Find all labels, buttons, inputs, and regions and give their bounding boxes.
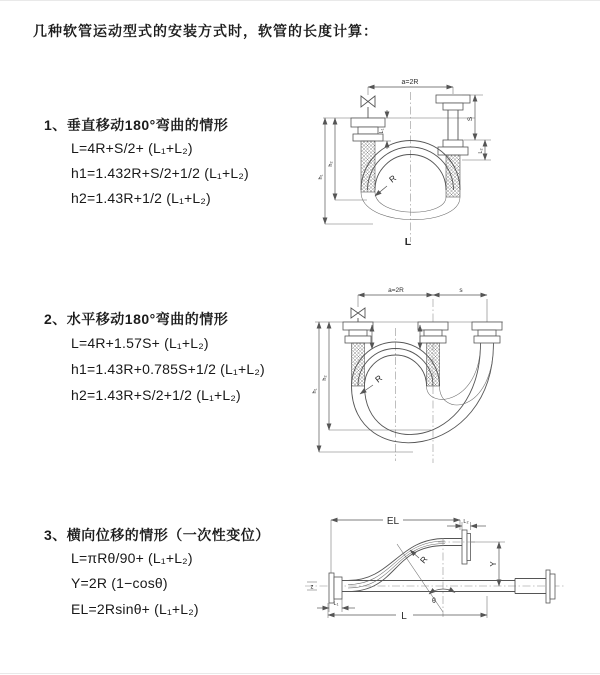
top-dimension-chain: [358, 287, 487, 307]
dim-label-L2: L₂: [478, 148, 484, 154]
radius-label: R: [387, 172, 399, 185]
page-bottom-edge: [0, 673, 600, 674]
section-3-formula-EL: EL=2Rsinθ+ (L₁+L₂): [71, 601, 199, 617]
dim-L: [328, 596, 487, 622]
valve-icon: [361, 96, 375, 118]
dim-label-a2R: a=2R: [388, 287, 404, 294]
page-title: 几种软管运动型式的安装方式时，软管的长度计算：: [33, 23, 378, 39]
dim-label-h1: h₁: [312, 388, 318, 394]
section-2-formula-h1: h1=1.43R+0.785S+1/2 (L₁+L₂): [71, 361, 265, 377]
braided-hose-section: [427, 343, 440, 386]
length-label: L: [404, 236, 412, 248]
braided-hose-section: [352, 343, 365, 386]
section-3-formula-L: L=πRθ/90+ (L₁+L₂): [71, 550, 193, 566]
dim-label-L1: L₁: [333, 601, 339, 607]
radius-label: R: [373, 372, 385, 385]
diagram-lateral-displacement: [300, 500, 600, 650]
left-pipe-flange: [343, 322, 373, 386]
dim-label-L2: L₂: [463, 519, 469, 525]
diagram-horizontal-180-bend: [313, 283, 600, 468]
angle-construction: [397, 538, 455, 617]
section-1-formula-h1: h1=1.432R+S/2+1/2 (L₁+L₂): [71, 165, 249, 181]
section-3-formula-Y: Y=2R (1−cosθ): [71, 575, 168, 591]
radius-callout: [410, 550, 429, 565]
dim-EL: [331, 516, 460, 573]
dim-Y: [489, 542, 499, 586]
dim-label-h1: h₁: [318, 174, 324, 180]
dim-label-s: s: [459, 287, 463, 294]
right-lower-flange: [515, 570, 555, 603]
hose-u-bends: [352, 342, 494, 443]
dim-label-h2: h₂: [322, 375, 328, 381]
section-2-formula-h2: h2=1.43R+S/2+1/2 (L₁+L₂): [71, 387, 241, 403]
valve-icon: [351, 308, 365, 322]
right-pipe-flange-moved: [472, 322, 502, 343]
dim-L1: [317, 599, 355, 612]
dim-L2: [447, 519, 486, 530]
dim-label-L: L: [401, 611, 407, 622]
middle-pipe-flange: [418, 322, 448, 386]
section-1-formula-L: L=4R+S/2+ (L₁+L₂): [71, 140, 193, 156]
section-1-formula-h2: h2=1.43R+1/2 (L₁+L₂): [71, 190, 211, 206]
dim-label-S: S: [467, 116, 474, 122]
diagram-vertical-180-bend: [315, 72, 595, 267]
section-1-heading: 1、垂直移动180°弯曲的情形: [44, 117, 229, 133]
section-3-heading: 3、横向位移的情形（一次性变位）: [44, 527, 270, 543]
left-flange: [329, 573, 342, 603]
datum-label: z: [310, 584, 314, 591]
dim-label-Y: Y: [489, 561, 498, 567]
radius-label: R: [417, 554, 430, 566]
page-top-edge: [0, 0, 600, 1]
dim-label-EL: EL: [386, 516, 400, 527]
radius-callout: [375, 173, 398, 196]
section-2-heading: 2、水平移动180°弯曲的情形: [44, 311, 229, 327]
theta-label: θ: [432, 598, 436, 605]
section-2-formula-L: L=4R+1.57S+ (L₁+L₂): [71, 335, 209, 351]
dim-label-h2: h₂: [328, 161, 334, 167]
hose-displaced-s-curve: [348, 539, 445, 592]
dim-label-a2R: a=2R: [401, 79, 419, 86]
dim-label-L1: L₁: [379, 128, 385, 134]
dim-L1: [378, 110, 391, 149]
upper-flange-displaced: [438, 530, 476, 564]
dim-h1-h2: [312, 322, 431, 452]
